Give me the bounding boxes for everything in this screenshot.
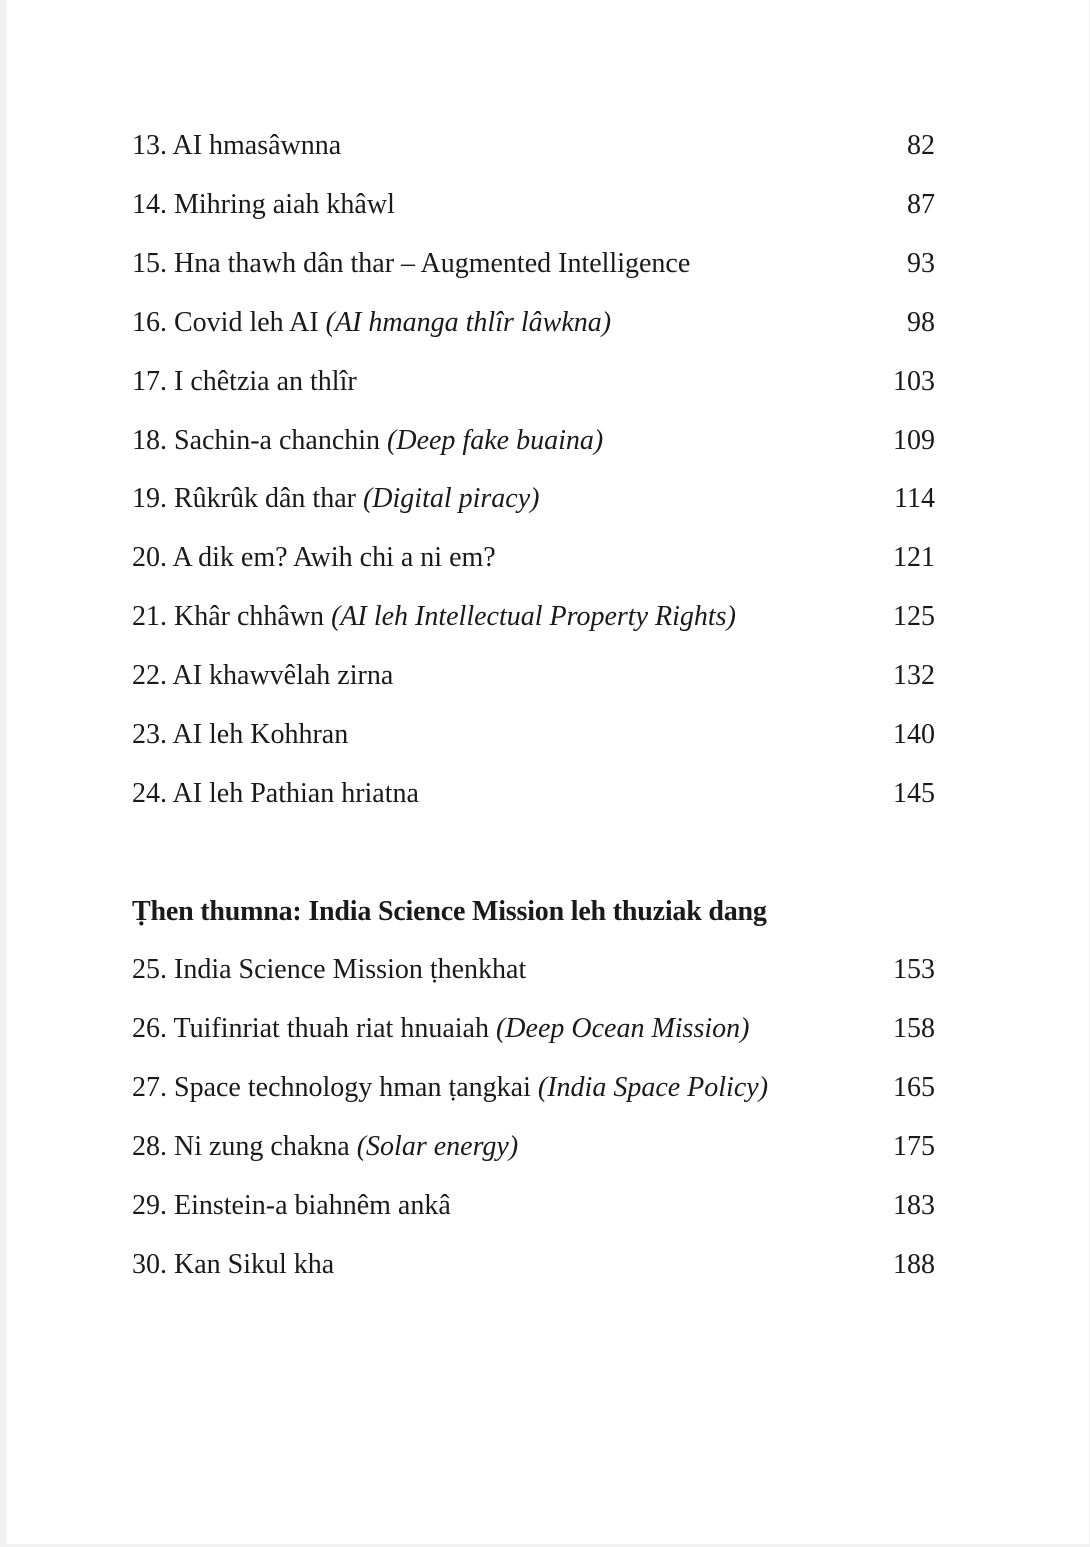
toc-entry-title [132, 950, 526, 990]
toc-entry-page-number: 109 [893, 424, 935, 456]
toc-entry [132, 1068, 935, 1108]
toc-entry-subtitle: (AI leh Intellectual Property Rights) [331, 601, 736, 633]
toc-entry-subtitle: (Digital piracy) [362, 483, 540, 515]
toc-entry-number: 18. [132, 424, 167, 456]
toc-entry-page-number: 140 [893, 719, 935, 750]
toc-entry-page-number: 103 [893, 365, 935, 397]
toc-entry [132, 185, 935, 225]
toc-entry-title [132, 1068, 768, 1108]
toc-entry-text: AI leh Pathian hriatna [172, 777, 419, 809]
toc-entry-title [132, 303, 611, 343]
toc-entry-number: 29. [132, 1189, 167, 1221]
toc-entry-page-number: 175 [893, 1130, 935, 1162]
toc-entry-number: 13. [132, 130, 167, 161]
toc-entry-number: 28. [132, 1130, 167, 1162]
toc-entry-text: AI khawvêlah zirna [172, 660, 394, 692]
toc-entry [132, 950, 935, 990]
toc-entry [132, 479, 935, 519]
toc-entry-text: Space technology hman ṭangkai [174, 1071, 531, 1103]
toc-entry-number: 19. [132, 483, 167, 515]
toc-entry [132, 303, 935, 343]
toc-entry-title [132, 715, 348, 755]
toc-entry-title [132, 126, 341, 166]
toc-entry-number: 30. [132, 1248, 167, 1280]
toc-entry [132, 1127, 935, 1167]
toc-entry-page-number: 93 [907, 247, 935, 279]
toc-entry-title [132, 1245, 334, 1285]
toc-entry-text: Einstein-a biahnêm ankâ [174, 1189, 451, 1221]
toc-entry-page-number: 121 [893, 542, 935, 574]
toc-entry-page-number: 132 [893, 660, 935, 692]
toc-entry [132, 421, 935, 461]
toc-entry-title [132, 244, 690, 284]
toc-entry-subtitle: (Deep Ocean Mission) [495, 1012, 750, 1044]
section-heading: Ṭhen thumna: India Science Mission leh thuziak dang [132, 896, 767, 927]
toc-entry-text: Rûkrûk dân thar [174, 483, 356, 515]
toc-entry-subtitle: (Solar energy) [356, 1130, 519, 1162]
toc-entry-text: Tuifinriat thuah riat hnuaiah [173, 1012, 489, 1044]
toc-entry-page-number: 145 [893, 777, 935, 809]
toc-entry-number: 23. [132, 719, 167, 750]
toc-entry-number: 17. [132, 365, 167, 397]
toc-entry-text: AI leh Kohhran [172, 719, 349, 750]
toc-entry-title [132, 1127, 518, 1167]
toc-entry-title [132, 479, 540, 519]
toc-entry [132, 244, 935, 284]
toc-entry-subtitle: (Deep fake buaina) [387, 424, 604, 456]
toc-entry-title [132, 362, 357, 402]
toc-entry-title [132, 1009, 749, 1049]
toc-entry-number: 22. [132, 660, 167, 692]
toc-entry-title [132, 774, 419, 814]
toc-entry [132, 1009, 935, 1049]
toc-entry [132, 126, 935, 166]
toc-entry-text: A dik em? Awih chi a ni em? [172, 542, 496, 574]
toc-entry [132, 1245, 935, 1285]
toc-entry-text: Ni zung chakna [174, 1130, 350, 1162]
toc-entry-text: AI hmasâwnna [172, 130, 342, 161]
toc-entry-page-number: 183 [893, 1189, 935, 1221]
toc-entry-text: Sachin-a chanchin [174, 424, 381, 456]
toc-entry-text: Hna thawh dân thar – Augmented Intelligence [174, 247, 691, 279]
toc-entry-text: Kan Sikul kha [174, 1248, 335, 1280]
toc-entry [132, 715, 935, 755]
toc-entry-number: 24. [132, 777, 167, 809]
toc-entry-number: 25. [132, 954, 167, 985]
toc-entry [132, 362, 935, 402]
toc-entry-title [132, 1186, 451, 1226]
toc-entry-page-number: 114 [894, 483, 935, 515]
toc-entry-text: Mihring aiah khâwl [174, 188, 395, 220]
toc-entry-page-number: 87 [907, 188, 935, 220]
document-page [6, 0, 1089, 1544]
toc-entry-title [132, 656, 393, 696]
toc-entry-number: 27. [132, 1071, 167, 1103]
toc-entry-number: 16. [132, 306, 167, 338]
toc-entry-text: India Science Mission ṭhenkhat [174, 954, 527, 985]
toc-entry-subtitle: (AI hmanga thlîr lâwkna) [325, 306, 612, 338]
toc-entry-page-number: 125 [893, 601, 935, 633]
toc-entry-page-number: 188 [893, 1248, 935, 1280]
toc-entry-subtitle: (India Space Policy) [537, 1071, 769, 1103]
toc-entry-number: 15. [132, 247, 167, 279]
toc-entry-number: 21. [132, 601, 167, 633]
toc-entry [132, 1186, 935, 1226]
toc-entry-title [132, 185, 395, 225]
toc-entry [132, 656, 935, 696]
toc-entry [132, 597, 935, 637]
toc-entry-page-number: 82 [907, 130, 935, 161]
toc-entry [132, 538, 935, 578]
toc-entry-text: Covid leh AI [174, 306, 319, 338]
toc-entry-number: 20. [132, 542, 167, 574]
toc-entry-title [132, 421, 603, 461]
toc-entry-number: 14. [132, 188, 167, 220]
toc-entry-title [132, 538, 496, 578]
toc-entry-page-number: 153 [893, 954, 935, 985]
toc-entry-page-number: 165 [893, 1071, 935, 1103]
toc-entry-text: I chêtzia an thlîr [174, 365, 357, 397]
toc-entry [132, 774, 935, 814]
toc-entry-page-number: 158 [893, 1012, 935, 1044]
toc-entry-number: 26. [132, 1012, 167, 1044]
toc-entry-page-number: 98 [907, 306, 935, 338]
toc-entry-text: Khâr chhâwn [174, 601, 325, 633]
toc-entry-title [132, 597, 736, 637]
